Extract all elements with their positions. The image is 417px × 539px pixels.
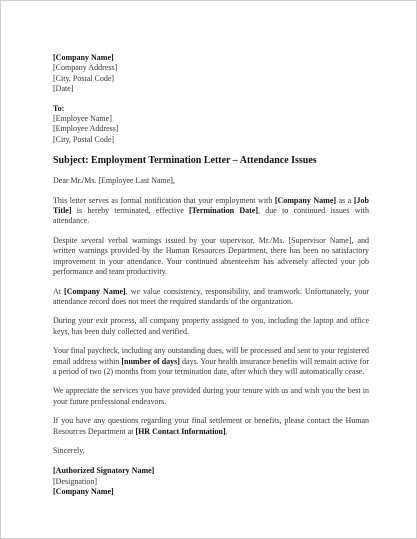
p7-hr-contact: [HR Contact Information] <box>135 426 226 436</box>
paragraph-final-paycheck <box>53 346 369 377</box>
p7-text-b: . <box>225 426 228 436</box>
p7-text-a: If you have any questions regarding your final settlement or benefits, please contact the Human Resources Department at <box>53 416 369 436</box>
paragraph-values <box>53 287 369 308</box>
p1-termination-date: [Termination Date] <box>189 206 258 216</box>
to-label: To: <box>53 103 65 113</box>
recipient-block <box>53 104 369 146</box>
sender-company-address: [Company Address] <box>53 63 118 73</box>
letter-date: [Date] <box>53 84 74 94</box>
p5-text-a: Your final paycheck, including any outstanding dues, will be processed and sent to your registered email address within <box>53 346 369 366</box>
p5-number-of-days: [number of days] <box>121 356 180 366</box>
paragraph-appreciation: We appreciate the services you have provided during your tenure with us and wish you the best in your future professional endeavors. <box>53 386 369 406</box>
sender-block <box>53 53 369 95</box>
p1-text-c: is hereby terminated, effective <box>71 206 190 216</box>
p1-text-b: as a <box>336 195 354 205</box>
paragraph-contact <box>53 416 369 437</box>
p1-text-a: This letter serves as formal notification that your employment with <box>53 195 275 205</box>
subject-line: Subject: Employment Termination Letter – Attendance Issues <box>53 155 317 167</box>
recipient-city-postal: [City, Postal Code] <box>53 134 115 144</box>
letter-content <box>53 53 369 498</box>
recipient-address: [Employee Address] <box>53 124 119 134</box>
closing: Sincerely, <box>53 445 85 455</box>
signature-block <box>53 466 369 497</box>
p3-text-a: At <box>53 286 65 296</box>
p3-company-name: [Company Name] <box>64 286 126 296</box>
p3-text-b: , we value consistency, responsibility, and teamwork. Unfortunately, your attendance record does not meet the required standards of the organization. <box>53 286 369 306</box>
sender-company-name: [Company Name] <box>53 53 114 62</box>
paragraph-warnings: Despite several verbal warnings issued by your supervisor, Mr./Ms. [Supervisor Name], and written warnings provided by the Human Resources Department, there has been no satisfactory improvement in your attendance. Your continued absenteeism has adversely affected your job performance and team productivity. <box>53 235 369 277</box>
sender-city-postal: [City, Postal Code] <box>53 73 115 83</box>
paragraph-exit-process: During your exit process, all company property assigned to you, including the laptop and office keys, has been duly collected and verified. <box>53 316 369 336</box>
p1-company-name: [Company Name] <box>274 195 337 205</box>
signatory-company: [Company Name] <box>53 487 114 497</box>
salutation: Dear Mr./Ms. [Employee Last Name], <box>53 176 175 186</box>
p1-job-title: [Job Title] <box>53 195 369 216</box>
signatory-name: [Authorized Signatory Name] <box>53 466 155 476</box>
signatory-designation: [Designation] <box>53 476 97 486</box>
paragraph-notification <box>53 196 369 227</box>
recipient-name: [Employee Name] <box>53 114 112 124</box>
p5-text-b: days. Your health insurance benefits will remain active for a period of two (2) months from your termination date, after which they will automatically cease. <box>53 356 369 376</box>
p1-text-d: , due to continued issues with attendance. <box>53 206 369 226</box>
